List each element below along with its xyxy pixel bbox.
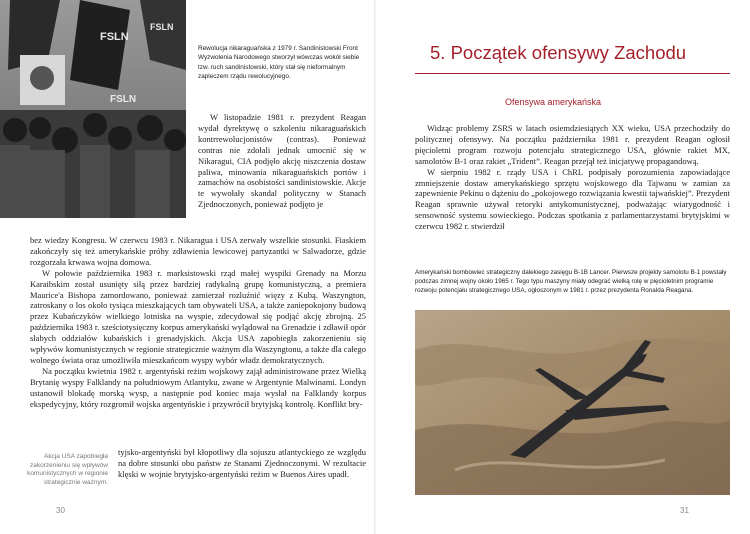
body-column-narrow [198,112,366,210]
margin-note: Akcja USA zapobiegła zakorzenieniu się wpływów komunistycznych w regionie strategicznie ważnym. [27,453,108,486]
chapter-title: 5. Początek ofensywy Zachodu [430,42,687,63]
paragraph: W połowie października 1983 r. marksistowski rząd małej wyspiki Grenady na Morzu Karaibskim został usunięty siłą przez bardziej radykalną grupę komunistyczną, a premiera Maurice'a Bishopa zamordowano, ponieważ zamierzał rozluźnić więzy z Kubą. Waszyngton, zatroskany o los około tysiąca mieszkających tam obywateli USA, a także zaniepokojony budową przez Kubańczyków wielkiego lotniska na wyspie, zdecydował się podjąć akcję zbrojną. 25 października 1983 r. sześciotysięczny korpus amerykański wylądował na Grenadzie i zdławił opór słabych oddziałów kubańskich i grenadyjskich. Akcja USA zapobiegła zakorzenieniu się wpływów komunistycznych w regionie strategicznie ważnym dla Waszyngtonu, a także dla całego wolnego świata oraz umożliwiła mieszkańcom wyspy wybór władz demokratycznych. [30,267,366,365]
protest-photo [0,0,186,218]
section-title: Ofensywa amerykańska [505,97,602,107]
title-rule [415,73,730,74]
paragraph: Widząc problemy ZSRS w latach osiemdziesiątych XX wieku, USA przechodziły do politycznej ofensywy. Na początku października 1981 r. prezydent Reagan ogłosił pięcioletni program rozwoju potencjału strategicznego USA, głównie rakiet MX, samolotów B-1 oraz rakiet „Trident”. Reagan przejął też inicjatywę propagandową. [415,123,730,166]
body-column-wide [30,235,366,410]
paragraph: Na początku kwietnia 1982 r. argentyński reżim wojskowy zajął administrowane przez Wielką Brytanię wyspy Falklandy na południowym Atlantyku, zwane w Argentynie Malwinami. Londyn ustanowił blokadę morską wysp, a następnie pod koniec maja wysłał na Falklandy korpus ekspedycyjny, który rozgromił wojska argentyńskie i przywrócił brytyjską kontrolę. Konflikt bry- [30,365,366,409]
bomber-photo [415,310,730,495]
paragraph: W sierpniu 1982 r. rządy USA i ChRL podpisały porozumienia zapowiadające zmniejszenie dostaw amerykańskiego sprzętu wojskowego dla Tajwanu w zamian za zapewnienie Pekinu o dążeniu do „pokojowego rozwiązania kwestii tajwańskiej”. Prezydent Reagan sprawnie używał retoryki antykomunistycznej, podważając wiarygodność i sensowność systemu sowieckiego. Podczas spotkania z parlamentarzystami brytyjskimi w czerwcu 1982 r. stwierdził [415,166,730,232]
banner-text: FSLN [100,31,129,43]
paragraph: tyjsko-argentyński był kłopotliwy dla sojuszu atlantyckiego ze względu na dobre stosunki obu państw ze Stanami Zjednoczonymi. W rezultacie klęski w wojnie brytyjsko-argentyński reżim w Buenos Aires upadł. [118,447,366,479]
body-column-indented [118,447,366,480]
paragraph: bez wiedzy Kongresu. W czerwcu 1983 r. Nikaragua i USA zerwały wszelkie stosunki. Fiaskiem zakończyły się też amerykańskie próby zdławienia lewicowej partyzantki w Salwadorze, gdzie rozgorzała krwawa wojna domowa. [30,235,366,267]
banner-text: FSLN [150,22,174,32]
paragraph: W listopadzie 1981 r. prezydent Reagan wydał dyrektywę o szkoleniu nikaraguańskich kontrrewolucjonistów (contras). Ponieważ contras nie zdołali jednak umocnić się w Nikaragui, CIA podjęło akcję niszczenia dostaw paliwa, minowania nikaraguańskich portów i zamachów na osobistości sandinistowskie. Akcje te wywołały skandal polityczny w Stanach Zjednoczonych, ponieważ podjęto je [198,112,366,210]
photo-caption: Rewolucja nikaraguańska z 1979 r. Sandinistowski Front Wyzwolenia Narodowego stworzył wówczas wokół siebie tzw. ruch sandinistowski, który stał się nieformalnym zapleczem rządu rewolucyjnego. [198,45,360,80]
photo-caption: Amerykański bombowiec strategiczny dalekiego zasięgu B-1B Lancer. Pierwsze projekty samolotu B-1 powstały podczas zimnej wojny około 1965 r. Tego typu maszyny miały odegrać wielką rolę w pięcioletnim programie rozwoju potencjału strategicznego USA, ogłoszonym w 1981 r. przez prezydenta Ronalda Reagana. [415,269,727,294]
body-column [415,123,730,232]
right-page [375,0,750,534]
page-number: 31 [680,506,689,515]
banner-text: FSLN [110,94,137,105]
page-number: 30 [56,506,65,515]
